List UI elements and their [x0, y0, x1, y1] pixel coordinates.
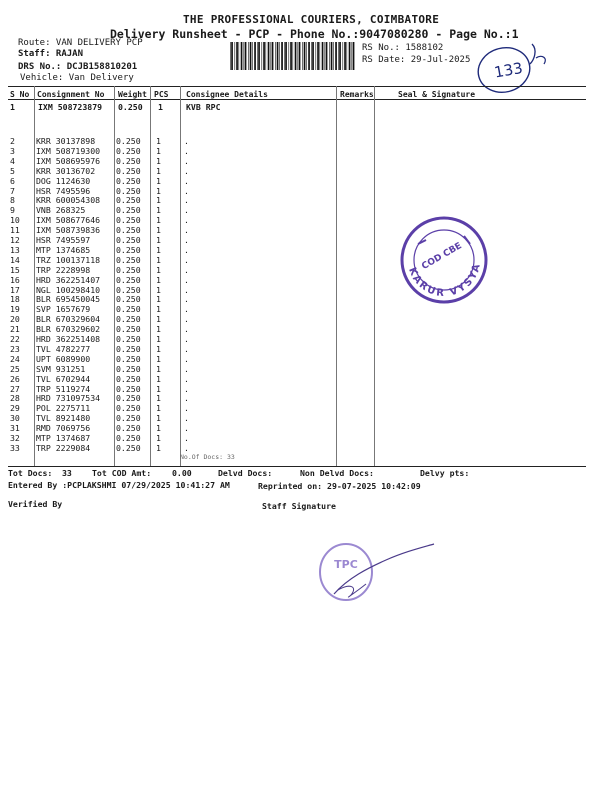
bank-stamp	[398, 214, 490, 306]
row-consignment: TRP 2229084	[36, 442, 91, 453]
barcode-bar	[263, 42, 265, 70]
row-weight: 0.250	[116, 155, 141, 166]
row-sno: 20	[10, 314, 20, 325]
barcode-bar	[331, 42, 333, 70]
row-consignee-dot: .	[184, 264, 189, 275]
barcode-bar	[248, 42, 249, 70]
row-weight: 0.250	[116, 145, 141, 156]
row-weight: 0.250	[116, 383, 141, 394]
row-consignee-dot: .	[184, 294, 189, 305]
tot-cod-value: 0.00	[172, 468, 192, 478]
row-pcs: 1	[156, 175, 161, 186]
row-weight: 0.250	[116, 235, 141, 245]
tot-docs-value: 33	[62, 468, 72, 478]
barcode-bar	[285, 42, 287, 70]
barcode-image	[230, 42, 355, 70]
row-sno: 11	[10, 225, 20, 236]
row-consignee-dot: .	[184, 136, 189, 146]
row-pcs: 1	[156, 334, 161, 344]
barcode-bar	[284, 42, 285, 70]
row-consignment: SVP 1657679	[36, 304, 91, 315]
barcode-bar	[322, 42, 324, 70]
barcode-bar	[231, 42, 233, 70]
barcode-bar	[299, 42, 301, 70]
table-row	[0, 394, 600, 404]
row-weight: 0.250	[116, 314, 141, 325]
row-pcs: 1	[156, 235, 161, 245]
row-weight: 0.250	[116, 343, 141, 354]
row-consignment: HRD 362251408	[36, 334, 101, 344]
barcode-bar	[317, 42, 319, 70]
row-consignee-dot: .	[184, 274, 189, 285]
row-weight: 0.250	[116, 165, 141, 176]
row-sno: 27	[10, 383, 20, 394]
row-weight: 0.250	[116, 274, 141, 285]
row-consignee-dot: .	[184, 185, 189, 196]
row-sno: 22	[10, 334, 20, 344]
row-consignee-dot: .	[184, 373, 189, 384]
row-weight: 0.250	[116, 353, 141, 364]
row-pcs: 1	[156, 145, 161, 156]
barcode-bar	[245, 42, 247, 70]
barcode-bar	[339, 42, 341, 70]
verified-by: Verified By	[8, 499, 63, 509]
barcode-bar	[325, 42, 326, 70]
rs-date: RS Date: 29-Jul-2025	[362, 55, 471, 65]
barcode-bar	[308, 42, 310, 70]
barcode-bar	[279, 42, 280, 70]
barcode-bar	[262, 42, 263, 70]
row-weight: 0.250	[116, 254, 141, 265]
row-sno: 12	[10, 235, 20, 245]
row-consignment: NGL 100298410	[36, 284, 101, 295]
row-sno: 8	[10, 195, 15, 206]
handwritten-count: 133	[492, 58, 525, 82]
row-consignment: BLR 670329602	[36, 324, 101, 335]
table-row	[0, 345, 600, 355]
row-consignee-dot: .	[184, 324, 189, 335]
rs-number: RS No.: 1588102	[362, 43, 444, 53]
row-consignee-dot: .	[184, 195, 189, 206]
row-sno: 3	[10, 145, 15, 156]
row-consignment: DOG 1124630	[36, 175, 91, 186]
row-sno: 24	[10, 353, 20, 364]
row-consignment: TRP 2228998	[36, 264, 91, 275]
row-weight: 0.250	[116, 205, 141, 216]
row-consignment: MTP 1374687	[36, 433, 91, 443]
row-pcs: 1	[156, 185, 161, 196]
barcode-bar	[320, 42, 321, 70]
table-row	[0, 355, 600, 365]
row-consignment: BLR 670329604	[36, 314, 101, 325]
row-consignment: VNB 268325	[36, 205, 86, 216]
row-sno: 4	[10, 155, 15, 166]
barcode-bar	[254, 42, 256, 70]
row-pcs: 1	[156, 353, 161, 364]
table-row	[0, 365, 600, 375]
row-weight: 0.250	[116, 185, 141, 196]
barcode-bar	[312, 42, 314, 70]
barcode-bar	[236, 42, 238, 70]
table-row	[0, 434, 600, 444]
row-weight: 0.250	[116, 136, 141, 146]
row-sno: 23	[10, 343, 20, 354]
row-weight: 0.250	[116, 423, 141, 434]
row-consignment: MTP 1374685	[36, 244, 91, 255]
row-consignment: KRR 600054308	[36, 195, 101, 206]
row-sno: 2	[10, 136, 15, 146]
row-pcs: 1	[156, 136, 161, 146]
row-consignee-dot: .	[184, 205, 189, 216]
row-consignment: HRD 362251407	[36, 274, 101, 285]
row-sno: 17	[10, 284, 20, 295]
row-pcs: 1	[156, 383, 161, 394]
row-sno: 19	[10, 304, 20, 315]
table-row	[0, 196, 600, 206]
stamp-inner-text: COD CBE	[420, 241, 464, 272]
row-consignment: POL 2275711	[36, 403, 91, 414]
barcode-bar	[290, 42, 292, 70]
col-consignee: Consignee Details	[186, 90, 268, 99]
table-row	[0, 414, 600, 424]
row-consignee-dot: .	[184, 225, 189, 236]
row-weight: 0.250	[116, 215, 141, 226]
row-consignee-dot: .	[184, 175, 189, 186]
row-pcs: 1	[156, 264, 161, 275]
row-sno: 16	[10, 274, 20, 285]
row-consignee-dot: .	[184, 215, 189, 226]
row-1-weight: 0.250	[118, 102, 143, 112]
row-sno: 5	[10, 165, 15, 176]
reprinted-on: Reprinted on: 29-07-2025 10:42:09	[258, 481, 421, 491]
row-consignee-dot: .	[184, 254, 189, 265]
barcode-bar	[344, 42, 346, 70]
col-sno: S No	[10, 90, 30, 99]
barcode-bar	[230, 42, 231, 70]
barcode-bar	[306, 42, 307, 70]
barcode-bar	[326, 42, 328, 70]
row-consignment: HRD 731097534	[36, 393, 101, 404]
barcode-bar	[316, 42, 317, 70]
row-sno: 6	[10, 175, 15, 186]
row-consignment: RMD 7069756	[36, 423, 91, 434]
row-pcs: 1	[156, 442, 161, 453]
delvd-docs: Delvd Docs:	[218, 468, 273, 478]
row-consignee-dot: .	[184, 343, 189, 354]
row-pcs: 1	[156, 165, 161, 176]
barcode-bar	[235, 42, 236, 70]
table-row	[0, 444, 600, 454]
row-pcs: 1	[156, 274, 161, 285]
col-pcs: PCS	[154, 90, 169, 99]
row-sno: 15	[10, 264, 20, 275]
barcode-bar	[275, 42, 276, 70]
row-consignment: HSR 7495596	[36, 185, 91, 196]
staff-signature-label: Staff Signature	[262, 501, 336, 511]
row-consignee-dot: .	[184, 383, 189, 394]
row-sno: 9	[10, 205, 15, 216]
row-pcs: 1	[156, 433, 161, 443]
col-remarks: Remarks	[340, 90, 374, 99]
entered-by: Entered By :PCPLAKSHMI 07/29/2025 10:41:27 AM	[8, 480, 230, 490]
row-sno: 18	[10, 294, 20, 305]
table-row	[0, 236, 600, 246]
row-sno: 28	[10, 393, 20, 404]
table-row	[0, 424, 600, 434]
barcode-bar	[268, 42, 270, 70]
row-pcs: 1	[156, 324, 161, 335]
row-sno: 26	[10, 373, 20, 384]
tot-docs-label: Tot Docs:	[8, 468, 53, 478]
table-row	[0, 295, 600, 305]
row-sno: 31	[10, 423, 20, 434]
barcode-bar	[271, 42, 272, 70]
row-consignment: TVL 4782277	[36, 343, 91, 354]
row-weight: 0.250	[116, 225, 141, 236]
col-seal-signature: Seal & Signature	[398, 90, 476, 99]
row-consignment: UPT 6089900	[36, 353, 91, 364]
row-weight: 0.250	[116, 324, 141, 335]
barcode-bar	[335, 42, 337, 70]
row-pcs: 1	[156, 225, 161, 236]
row-consignment: KRR 30137898	[36, 136, 96, 146]
col-consignment: Consignment No	[37, 90, 105, 99]
route-label: Route: VAN DELIVERY PCP	[18, 38, 143, 48]
row-pcs: 1	[156, 155, 161, 166]
barcode-bar	[277, 42, 279, 70]
table-row	[0, 375, 600, 385]
row-consignee-dot: .	[184, 403, 189, 414]
row-consignment: KRR 30136702	[36, 165, 96, 176]
seal-text: TPC	[334, 558, 358, 571]
delvy-pts: Delvy pts:	[420, 468, 470, 478]
drs-number: DRS No.: DCJB158810201	[18, 62, 138, 72]
row-weight: 0.250	[116, 264, 141, 275]
barcode-bar	[353, 42, 355, 70]
table-bottom-rule	[8, 466, 586, 467]
row-pcs: 1	[156, 215, 161, 226]
company-name: THE PROFESSIONAL COURIERS, COIMBATORE	[183, 13, 440, 26]
barcode-bar	[311, 42, 312, 70]
row-weight: 0.250	[116, 363, 141, 374]
row-sno: 29	[10, 403, 20, 414]
row-consignee-dot: .	[184, 284, 189, 295]
row-pcs: 1	[156, 205, 161, 216]
stamp-text: KARUR VYSYA	[406, 261, 484, 300]
table-row	[0, 256, 600, 266]
no-of-docs: No.Of Docs: 33	[180, 453, 235, 461]
row-pcs: 1	[156, 403, 161, 414]
row-consignee-dot: .	[184, 304, 189, 315]
col-weight: Weight	[118, 90, 147, 99]
row-consignment: IXM 508695976	[36, 155, 101, 166]
barcode-bar	[347, 42, 348, 70]
row-consignee-dot: .	[184, 363, 189, 374]
row-consignee-dot: .	[184, 314, 189, 325]
row-consignee-dot: .	[184, 145, 189, 156]
barcode-bar	[333, 42, 334, 70]
vehicle-label: Vehicle: Van Delivery	[20, 73, 134, 83]
row-consignee-dot: .	[184, 393, 189, 404]
row-weight: 0.250	[116, 373, 141, 384]
barcode-bar	[241, 42, 243, 70]
barcode-bar	[302, 42, 303, 70]
row-pcs: 1	[156, 244, 161, 255]
row-consignee-dot: .	[184, 235, 189, 245]
row-consignee-dot: .	[184, 244, 189, 255]
row-pcs: 1	[156, 393, 161, 404]
row-pcs: 1	[156, 373, 161, 384]
row-consignment: IXM 508719300	[36, 145, 101, 156]
row-pcs: 1	[156, 195, 161, 206]
row-consignment: TRP 5119274	[36, 383, 91, 394]
row-consignment: IXM 508739836	[36, 225, 101, 236]
runsheet-title: Delivery Runsheet - PCP - Phone No.:9047080280 - Page No.:1	[110, 27, 519, 41]
handwritten-count-mark	[472, 36, 554, 98]
barcode-bar	[304, 42, 306, 70]
barcode-bar	[244, 42, 245, 70]
barcode-bar	[252, 42, 253, 70]
barcode-bar	[272, 42, 274, 70]
row-sno: 10	[10, 215, 20, 226]
row-sno: 13	[10, 244, 20, 255]
table-row	[0, 226, 600, 236]
row-consignee-dot: .	[184, 413, 189, 424]
row-pcs: 1	[156, 413, 161, 424]
signature-seal	[308, 538, 448, 608]
row-weight: 0.250	[116, 284, 141, 295]
row-weight: 0.250	[116, 304, 141, 315]
table-row	[0, 177, 600, 187]
row-consignee-dot: .	[184, 155, 189, 166]
row-1-consignee: KVB RPC	[186, 102, 221, 112]
table-header-rule	[8, 99, 586, 100]
row-consignee-dot: .	[184, 353, 189, 364]
row-consignment: IXM 508677646	[36, 215, 101, 226]
barcode-bar	[349, 42, 351, 70]
row-consignment: TVL 6702944	[36, 373, 91, 384]
row-consignment: TRZ 100137118	[36, 254, 101, 265]
barcode-bar	[343, 42, 344, 70]
row-consignee-dot: .	[184, 433, 189, 443]
row-sno: 7	[10, 185, 15, 196]
row-1-pcs: 1	[158, 102, 163, 112]
row-sno: 30	[10, 413, 20, 424]
row-weight: 0.250	[116, 433, 141, 443]
row-weight: 0.250	[116, 244, 141, 255]
row-pcs: 1	[156, 314, 161, 325]
row-weight: 0.250	[116, 334, 141, 344]
table-row	[0, 167, 600, 177]
row-weight: 0.250	[116, 393, 141, 404]
barcode-bar	[329, 42, 330, 70]
barcode-bar	[298, 42, 299, 70]
row-weight: 0.250	[116, 294, 141, 305]
row-sno: 21	[10, 324, 20, 335]
row-consignment: TVL 8921480	[36, 413, 91, 424]
table-row	[0, 404, 600, 414]
row-consignee-dot: .	[184, 165, 189, 176]
barcode-bar	[281, 42, 283, 70]
row-pcs: 1	[156, 284, 161, 295]
row-consignment: SVM 931251	[36, 363, 86, 374]
row-pcs: 1	[156, 254, 161, 265]
row-consignee-dot: .	[184, 442, 189, 453]
row-consignee-dot: .	[184, 334, 189, 344]
barcode-bar	[266, 42, 267, 70]
row-1-sno: 1	[10, 102, 15, 112]
row-consignee-dot: .	[184, 423, 189, 434]
row-sno: 25	[10, 363, 20, 374]
barcode-bar	[250, 42, 252, 70]
row-weight: 0.250	[116, 413, 141, 424]
barcode-bar	[293, 42, 294, 70]
row-consignment: HSR 7495597	[36, 235, 91, 245]
tot-cod-label: Tot COD Amt:	[92, 468, 152, 478]
row-pcs: 1	[156, 294, 161, 305]
row-consignment: BLR 695450045	[36, 294, 101, 305]
row-sno: 32	[10, 433, 20, 443]
row-sno: 33	[10, 442, 20, 453]
barcode-bar	[338, 42, 339, 70]
barcode-bar	[257, 42, 258, 70]
table-row	[0, 276, 600, 286]
row-weight: 0.250	[116, 175, 141, 186]
barcode-bar	[239, 42, 240, 70]
row-pcs: 1	[156, 363, 161, 374]
table-row	[0, 335, 600, 345]
staff-label: Staff: RAJAN	[18, 49, 84, 59]
row-weight: 0.250	[116, 442, 141, 453]
row-weight: 0.250	[116, 403, 141, 414]
row-weight: 0.250	[116, 195, 141, 206]
non-delvd-docs: Non Delvd Docs:	[300, 468, 374, 478]
barcode-bar	[258, 42, 260, 70]
row-sno: 14	[10, 254, 20, 265]
barcode-bar	[289, 42, 290, 70]
barcode-bar	[295, 42, 297, 70]
row-pcs: 1	[156, 423, 161, 434]
row-1-consignment: IXM 508723879	[38, 102, 103, 112]
table-top-rule	[8, 86, 586, 87]
row-pcs: 1	[156, 343, 161, 354]
row-pcs: 1	[156, 304, 161, 315]
barcode-bar	[352, 42, 353, 70]
